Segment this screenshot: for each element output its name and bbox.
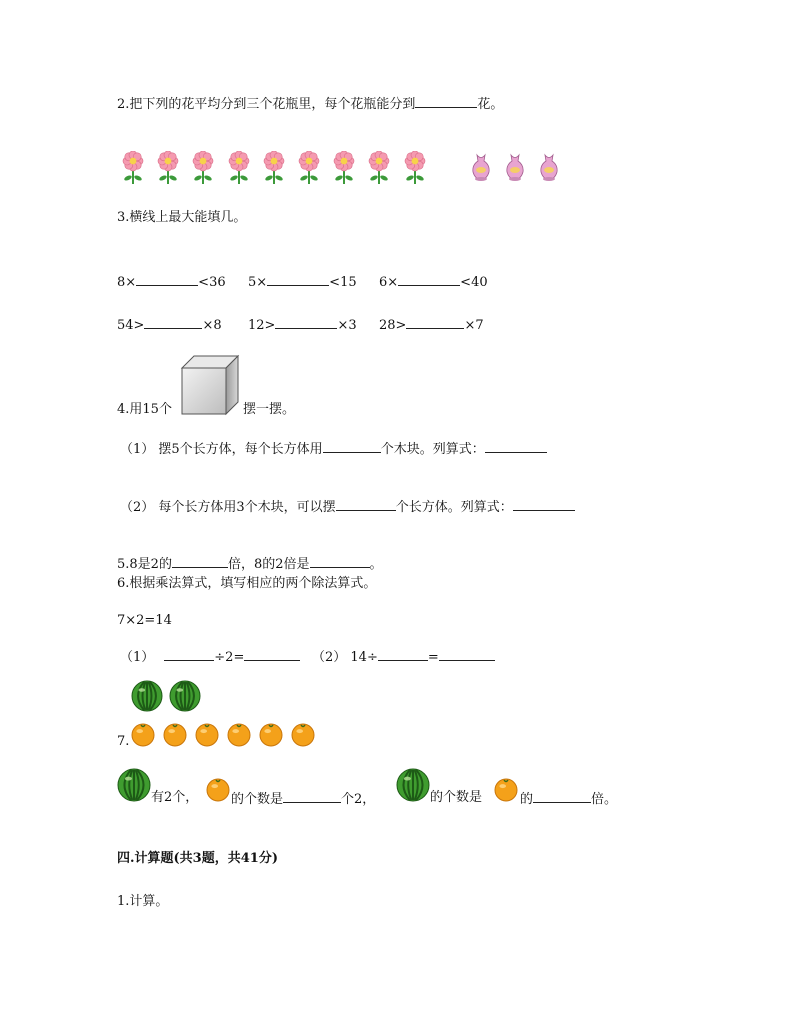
watermelon-icon [396,768,430,802]
q4-part1 [120,440,547,458]
q4-p1-a: （1） 摆5个长方体，每个长方体用 [120,442,323,457]
q6-p1-a: （1） [120,650,155,665]
q7-sentence-orange-2 [494,778,518,806]
q7-sentence-melon-2 [396,768,430,806]
q4-p2-blank2[interactable] [513,498,575,511]
q7-blank2[interactable] [533,790,591,803]
q7-line-a [231,790,375,808]
q6-part2 [312,648,495,666]
q2-pre: 2.把下列的花平均分到三个花瓶里，每个花瓶能分到 [117,97,416,112]
q5-b: 倍，8的2倍是 [227,557,310,572]
orange-icon [163,723,187,747]
q3-r2-i2-post: ×3 [337,318,357,333]
q4-part2 [120,498,575,516]
q4-post: 摆一摆。 [243,402,296,417]
pink-flower-icon [120,151,146,185]
orange-icon [291,723,315,747]
watermelon-icon [131,680,163,712]
q2-post: 花。 [477,97,504,112]
pink-flower-icon [190,151,216,185]
q3-r1-i1-post: <36 [198,275,226,290]
q6-p2-b: = [427,650,439,665]
watermelon-icon [117,768,151,802]
q4-p2-b: 个长方体。列算式： [395,500,513,515]
q3-row1-item1 [117,273,226,291]
q3-r1-i2-post: <15 [329,275,357,290]
cube-block-icon [174,352,240,418]
q3-r2-i3-post: ×7 [464,318,484,333]
q6-p1-blank1[interactable] [164,648,214,661]
section4-title: 四.计算题(共3题，共41分) [117,851,278,866]
q2-line [117,95,503,113]
q3-r2-i2-blank[interactable] [275,316,337,329]
q4-p1-b: 个木块。列算式： [380,442,485,457]
q4-pre: 4.用15个 [117,402,172,417]
pink-flower-icon [402,151,428,185]
q7-t3: 个2， [341,792,376,807]
q5-blank1[interactable] [172,555,228,568]
calc-item1: 1.计算。 [117,894,169,909]
q7-t6: 倍。 [591,792,618,807]
q4-p1-blank1[interactable] [323,440,381,453]
q3-row2-item2 [248,316,357,334]
pink-flower-icon [366,151,392,185]
q3-r2-i1-blank[interactable] [144,316,202,329]
q5-c: 。 [369,557,383,572]
orange-icon [259,723,283,747]
q3-row1-item2 [248,273,357,291]
orange-icon [494,778,518,802]
q3-r1-i3-post: <40 [460,275,488,290]
q3-r2-i1-pre: 54> [117,318,145,333]
q3-r1-i1-blank[interactable] [136,273,198,286]
q3-r1-i3-pre: 6× [379,275,399,290]
q3-title: 3.横线上最大能填几。 [117,210,247,225]
q3-r2-i1-post: ×8 [202,318,222,333]
pink-flower-icon [331,151,357,185]
q7-t4: 的个数是 [430,790,483,805]
q3-r2-i2-pre: 12> [248,318,276,333]
q7-blank1[interactable] [283,790,341,803]
q7-t5: 的 [520,792,534,807]
q3-r1-i1-pre: 8× [117,275,137,290]
q7-sentence-orange-1 [206,778,230,806]
q3-row2-item3 [379,316,484,334]
q5-a: 5.8是2的 [117,557,172,572]
q6-equation: 7×2=14 [117,613,172,628]
q3-r1-i3-blank[interactable] [398,273,460,286]
q3-r2-i3-blank[interactable] [406,316,464,329]
vase-icon [470,152,492,184]
vase-icon [538,152,560,184]
vase-icon [504,152,526,184]
q7-sentence-melon-1 [117,768,151,806]
orange-icon [206,778,230,802]
q7-line-b [520,790,617,808]
watermelon-icon [169,680,201,712]
orange-icon [227,723,251,747]
q6-part1 [120,648,300,666]
pink-flower-icon [226,151,252,185]
q3-r2-i3-pre: 28> [379,318,407,333]
q3-r1-i2-pre: 5× [248,275,268,290]
q7-t1: 有2个， [151,790,199,805]
orange-icon [131,723,155,747]
q6-p1-blank2[interactable] [244,648,300,661]
q3-row1-item3 [379,273,488,291]
q5-line [117,555,383,573]
q4-p1-blank2[interactable] [485,440,547,453]
q6-p1-b: ÷2= [214,650,245,665]
orange-icon [195,723,219,747]
q6-p2-blank2[interactable] [439,648,495,661]
q2-answer-blank[interactable] [415,95,477,108]
q6-p2-a: （2） 14÷ [312,650,378,665]
q7-label: 7. [117,734,130,749]
q7-t2: 的个数是 [231,792,284,807]
pink-flower-icon [155,151,181,185]
q6-p2-blank1[interactable] [378,648,428,661]
q5-blank2[interactable] [310,555,370,568]
q3-row2-item1 [117,316,222,334]
pink-flower-icon [261,151,287,185]
q3-r1-i2-blank[interactable] [267,273,329,286]
q4-p2-a: （2） 每个长方体用3个木块，可以摆 [120,500,336,515]
pink-flower-icon [296,151,322,185]
q6-title: 6.根据乘法算式，填写相应的两个除法算式。 [117,576,377,591]
q4-p2-blank1[interactable] [336,498,396,511]
